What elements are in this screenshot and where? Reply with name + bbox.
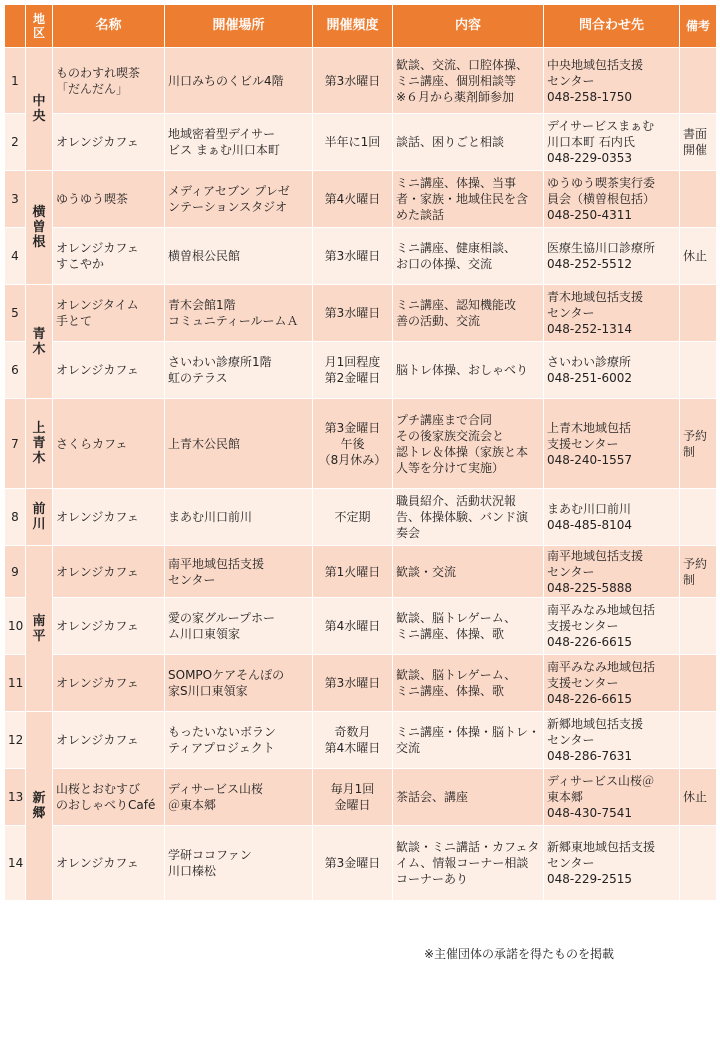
table-row <box>5 712 717 769</box>
cell-name <box>53 399 165 489</box>
cell-name <box>53 285 165 342</box>
cell-content <box>393 655 544 712</box>
table-row <box>5 114 717 171</box>
content-line: 奏会 <box>396 526 421 540</box>
cell-frequency <box>313 769 393 826</box>
cell-remarks <box>680 546 717 598</box>
content-line: ミニ講座、体操、当事 <box>396 176 517 190</box>
cell-frequency <box>313 399 393 489</box>
row-number: 6 <box>5 342 26 399</box>
frequency-line: 奇数月 <box>334 725 371 739</box>
contact-line: 上青木地域包括 <box>547 420 632 435</box>
row-number: 14 <box>5 826 26 901</box>
cell-remarks <box>680 712 717 769</box>
cell-contact <box>544 546 680 598</box>
table-row <box>5 48 717 114</box>
frequency-line: 第3金曜日 <box>324 420 381 435</box>
header-venue: 開催場所 <box>165 5 313 48</box>
venue-line: センター <box>168 572 216 587</box>
frequency-line: 第3水曜日 <box>324 249 381 263</box>
name-line: 手とて <box>56 314 93 328</box>
cell-frequency <box>313 598 393 655</box>
cell-contact <box>544 598 680 655</box>
cell-venue <box>165 489 313 546</box>
frequency-line: 第4水曜日 <box>324 619 381 633</box>
district-label: 南平 <box>32 613 46 644</box>
venue-line: まあむ川口前川 <box>168 510 253 524</box>
cell-remarks <box>680 399 717 489</box>
cell-content <box>393 546 544 598</box>
cell-venue <box>165 598 313 655</box>
content-line: ミニ講座、健康相談、 <box>396 241 517 255</box>
cell-name <box>53 48 165 114</box>
content-line: その後家族交流会と <box>396 428 505 443</box>
cell-frequency <box>313 712 393 769</box>
cell-remarks <box>680 114 717 171</box>
cell-frequency <box>313 171 393 228</box>
header-content: 内容 <box>393 5 544 48</box>
venue-line: ビス まぁむ川口本町 <box>168 143 280 157</box>
name-line: オレンジカフェ <box>56 135 139 149</box>
venue-line: 虹のテラス <box>168 371 228 385</box>
header-name: 名称 <box>53 5 165 48</box>
content-line: プチ講座まで合同 <box>396 412 493 427</box>
contact-line: 医療生協川口診療所 <box>547 241 656 255</box>
cell-contact <box>544 285 680 342</box>
cell-content <box>393 769 544 826</box>
contact-line: 048-286-7631 <box>547 749 633 763</box>
contact-line: 048-251-6002 <box>547 371 633 385</box>
name-line: 山桜とおむすび <box>56 782 141 796</box>
cell-name <box>53 598 165 655</box>
content-line: 歓談、交流、口腔体操、 <box>396 57 529 72</box>
content-line: 善の活動、交流 <box>396 314 481 328</box>
content-line: ミニ講座・体操・脳トレ・ <box>396 725 541 739</box>
contact-line: 048-240-1557 <box>547 452 633 467</box>
cell-venue <box>165 171 313 228</box>
cell-venue <box>165 712 313 769</box>
table-row <box>5 171 717 228</box>
row-number: 1 <box>5 48 26 114</box>
frequency-line: 第3金曜日 <box>324 856 381 870</box>
contact-line: 新郷地域包括支援 <box>547 717 644 731</box>
row-number: 7 <box>5 399 26 489</box>
header-row <box>5 5 717 48</box>
remarks-line: 予約 <box>683 428 708 443</box>
contact-line: まあむ川口前川 <box>547 502 632 516</box>
cell-contact <box>544 48 680 114</box>
cell-remarks <box>680 285 717 342</box>
table-row <box>5 285 717 342</box>
district-chuo <box>26 48 53 171</box>
cell-contact <box>544 171 680 228</box>
contact-line: 048-225-5888 <box>547 580 633 595</box>
contact-line: 048-252-5512 <box>547 257 633 271</box>
header-remarks: 備考 <box>680 5 717 48</box>
cell-frequency <box>313 114 393 171</box>
content-line: 歓談、脳トレゲーム、 <box>396 611 517 625</box>
remarks-line: 制 <box>683 444 696 459</box>
cell-content <box>393 114 544 171</box>
venue-line: ディサービス山桜 <box>168 782 264 796</box>
contact-line: 新郷東地域包括支援 <box>547 840 656 854</box>
venue-line: 南平地域包括支援 <box>168 556 265 571</box>
content-line: 者・家族・地域住民を含 <box>396 192 529 206</box>
remarks-line: 予約 <box>683 556 708 571</box>
cell-contact <box>544 399 680 489</box>
cell-frequency <box>313 655 393 712</box>
name-line: オレンジカフェ <box>56 676 139 690</box>
cell-name <box>53 712 165 769</box>
venue-line: 青木会館1階 <box>168 298 236 312</box>
row-number: 2 <box>5 114 26 171</box>
contact-line: センター <box>547 564 595 579</box>
header-no <box>5 5 26 48</box>
table-row <box>5 769 717 826</box>
frequency-line: 毎月1回 <box>330 782 375 796</box>
contact-line: センター <box>547 73 595 88</box>
district-kamiaoki <box>26 399 53 489</box>
venue-line: SOMPOケアそんぽの <box>168 668 285 682</box>
cell-frequency <box>313 546 393 598</box>
frequency-line: 第3水曜日 <box>324 306 381 320</box>
row-number: 3 <box>5 171 26 228</box>
name-line: すこやか <box>56 257 105 271</box>
cafe-table <box>4 4 717 901</box>
cell-remarks <box>680 769 717 826</box>
cell-remarks <box>680 598 717 655</box>
cell-content <box>393 489 544 546</box>
cell-content <box>393 399 544 489</box>
name-line: ゆうゆう喫茶 <box>56 192 129 206</box>
table-row <box>5 598 717 655</box>
contact-line: 048-430-7541 <box>547 806 633 820</box>
content-line: 人等を分けて実施） <box>396 460 505 475</box>
table-row <box>5 655 717 712</box>
cell-content <box>393 171 544 228</box>
row-number: 8 <box>5 489 26 546</box>
contact-line: ディサービス山桜＠ <box>547 774 655 788</box>
contact-line: 048-229-2515 <box>547 872 633 886</box>
cell-content <box>393 228 544 285</box>
name-line: オレンジカフェ <box>56 733 139 747</box>
cell-remarks <box>680 826 717 901</box>
table-row <box>5 489 717 546</box>
contact-line: 048-226-6615 <box>547 692 633 706</box>
contact-line: 048-485-8104 <box>547 518 633 532</box>
venue-line: 地域密着型デイサー <box>168 127 276 141</box>
contact-line: 支援センター <box>547 676 619 690</box>
frequency-line: 不定期 <box>334 510 371 524</box>
cell-content <box>393 826 544 901</box>
name-line: オレンジカフェ <box>56 510 139 524</box>
contact-line: 川口本町 石内氏 <box>547 135 635 149</box>
content-line: めた談話 <box>396 208 445 222</box>
cell-contact <box>544 655 680 712</box>
district-label: 前川 <box>32 502 46 532</box>
content-line: ミニ講座、体操、歌 <box>396 627 505 641</box>
cell-name <box>53 228 165 285</box>
district-yokosone <box>26 171 53 285</box>
cell-contact <box>544 769 680 826</box>
table-row <box>5 399 717 489</box>
table-row <box>5 546 717 598</box>
cell-remarks <box>680 171 717 228</box>
cell-venue <box>165 826 313 901</box>
frequency-line: 月1回程度 <box>324 355 381 369</box>
frequency-line: （8月休み） <box>318 452 387 467</box>
district-shingo <box>26 712 53 901</box>
contact-line: センター <box>547 733 595 747</box>
cell-venue <box>165 228 313 285</box>
cell-venue <box>165 546 313 598</box>
remarks-line: 休止 <box>683 790 708 804</box>
cell-name <box>53 114 165 171</box>
contact-line: 048-229-0353 <box>547 151 633 165</box>
contact-line: 中央地域包括支援 <box>547 57 644 72</box>
content-line: イム、情報コーナー相談 <box>396 856 529 870</box>
cell-frequency <box>313 342 393 399</box>
content-line: コーナーあり <box>396 872 469 886</box>
venue-line: 上青木公民館 <box>168 436 241 451</box>
contact-line: 048-258-1750 <box>547 89 633 104</box>
venue-line: メディアセブン プレゼ <box>168 184 290 198</box>
row-number: 11 <box>5 655 26 712</box>
cell-contact <box>544 114 680 171</box>
content-line: 歓談、脳トレゲーム、 <box>396 668 517 682</box>
contact-line: 支援センター <box>547 436 619 451</box>
content-line: 職員紹介、活動状況報 <box>396 494 517 508</box>
content-line: 茶話会、講座 <box>396 790 469 804</box>
contact-line: さいわい診療所 <box>547 355 632 369</box>
cell-frequency <box>313 228 393 285</box>
name-line: さくらカフェ <box>56 436 128 451</box>
row-number: 13 <box>5 769 26 826</box>
cell-venue <box>165 769 313 826</box>
name-line: オレンジカフェ <box>56 564 139 579</box>
cell-contact <box>544 489 680 546</box>
contact-line: デイサービスまぁむ <box>547 119 655 133</box>
cell-name <box>53 769 165 826</box>
footnote: ※主催団体の承諾を得たものを掲載 <box>424 947 615 961</box>
cell-contact <box>544 712 680 769</box>
name-line: 「だんだん」 <box>56 81 129 96</box>
table-row <box>5 228 717 285</box>
cell-content <box>393 48 544 114</box>
contact-line: 048-252-1314 <box>547 322 633 336</box>
cell-contact <box>544 826 680 901</box>
content-line: ※６月から薬剤師参加 <box>396 89 515 104</box>
frequency-line: 第2金曜日 <box>324 371 381 385</box>
venue-line: さいわい診療所1階 <box>168 355 272 369</box>
content-line: ミニ講座、体操、歌 <box>396 684 505 698</box>
venue-line: 横曽根公民館 <box>168 249 241 263</box>
contact-line: 支援センター <box>547 619 619 633</box>
venue-line: 家S川口東領家 <box>168 684 248 698</box>
venue-line: 川口榛松 <box>168 864 217 878</box>
frequency-line: 第3水曜日 <box>324 73 381 88</box>
venue-line: ティアプロジェクト <box>168 741 275 755</box>
frequency-line: 午後 <box>340 436 365 451</box>
district-aoki <box>26 285 53 399</box>
district-maekawa <box>26 489 53 546</box>
name-line: のおしゃべりCafé <box>56 798 156 812</box>
cell-name <box>53 489 165 546</box>
cell-frequency <box>313 285 393 342</box>
content-line: 歓談・ミニ講話・カフェタ <box>396 840 540 854</box>
frequency-line: 半年に1回 <box>324 135 381 149</box>
venue-line: ンテーションスタジオ <box>168 200 288 214</box>
cell-remarks <box>680 48 717 114</box>
frequency-line: 第3水曜日 <box>324 676 381 690</box>
remarks-line: 開催 <box>683 143 708 157</box>
cell-name <box>53 826 165 901</box>
cell-contact <box>544 342 680 399</box>
contact-line: センター <box>547 306 595 320</box>
cell-venue <box>165 285 313 342</box>
content-line: 談話、困りごと相談 <box>396 135 505 149</box>
content-line: 脳トレ体操、おしゃべり <box>396 363 529 377</box>
cell-remarks <box>680 228 717 285</box>
cell-content <box>393 598 544 655</box>
contact-line: 南平みなみ地域包括 <box>547 660 656 674</box>
contact-line: 青木地域包括支援 <box>547 290 644 304</box>
remarks-line: 制 <box>683 572 696 587</box>
cell-venue <box>165 342 313 399</box>
remarks-line: 休止 <box>683 249 708 263</box>
frequency-line: 第1火曜日 <box>324 564 381 579</box>
cell-remarks <box>680 342 717 399</box>
cell-frequency <box>313 48 393 114</box>
district-label: 横曽根 <box>32 205 46 250</box>
venue-line: ム川口東領家 <box>168 627 241 641</box>
cell-remarks <box>680 489 717 546</box>
district-label: 上青木 <box>32 421 46 466</box>
cell-frequency <box>313 489 393 546</box>
district-label: 青木 <box>32 326 46 357</box>
name-line: オレンジカフェ <box>56 363 139 377</box>
content-line: お口の体操、交流 <box>396 257 493 271</box>
district-label: 新郷 <box>32 791 46 821</box>
cell-name <box>53 546 165 598</box>
venue-line: もったいないボラン <box>168 725 277 739</box>
content-line: 歓談・交流 <box>396 564 457 579</box>
contact-line: 048-250-4311 <box>547 208 633 222</box>
cell-contact <box>544 228 680 285</box>
header-contact: 問合わせ先 <box>544 5 680 48</box>
cell-venue <box>165 655 313 712</box>
contact-line: ゆうゆう喫茶実行委 <box>547 176 656 190</box>
contact-line: 員会（横曽根包括） <box>547 192 656 206</box>
venue-line: 川口みちのくビル4階 <box>168 73 284 88</box>
name-line: ものわすれ喫茶 <box>56 65 141 80</box>
content-line: 認トレ＆体操（家族と本 <box>396 444 529 459</box>
name-line: オレンジカフェ <box>56 241 139 255</box>
cell-remarks <box>680 655 717 712</box>
row-number: 10 <box>5 598 26 655</box>
cell-name <box>53 342 165 399</box>
remarks-line: 書面 <box>683 127 708 141</box>
frequency-line: 第4木曜日 <box>324 741 381 755</box>
district-minamidaira <box>26 546 53 712</box>
content-line: 交流 <box>396 741 421 755</box>
venue-line: コミュニティールームＡ <box>168 314 299 328</box>
name-line: オレンジカフェ <box>56 619 139 633</box>
cell-name <box>53 171 165 228</box>
content-line: 告、体操体験、バンド演 <box>396 510 529 524</box>
frequency-line: 金曜日 <box>334 798 371 812</box>
content-line: ミニ講座、認知機能改 <box>396 298 517 312</box>
contact-line: 南平地域包括支援 <box>547 548 644 563</box>
cell-content <box>393 712 544 769</box>
venue-line: 学研ココファン <box>168 848 252 862</box>
row-number: 5 <box>5 285 26 342</box>
cell-venue <box>165 399 313 489</box>
header-frequency: 開催頻度 <box>313 5 393 48</box>
frequency-line: 第4火曜日 <box>324 192 381 206</box>
contact-line: 南平みなみ地域包括 <box>547 603 656 617</box>
contact-line: 048-226-6615 <box>547 635 633 649</box>
row-number: 4 <box>5 228 26 285</box>
row-number: 12 <box>5 712 26 769</box>
venue-line: ＠東本郷 <box>168 798 217 812</box>
cell-venue <box>165 114 313 171</box>
venue-line: 愛の家グループホー <box>168 611 276 625</box>
district-label: 中央 <box>32 94 46 124</box>
table-row <box>5 342 717 399</box>
table-row <box>5 826 717 901</box>
cell-content <box>393 285 544 342</box>
content-line: ミニ講座、個別相談等 <box>396 73 517 88</box>
name-line: オレンジカフェ <box>56 856 139 870</box>
contact-line: センター <box>547 856 595 870</box>
cell-name <box>53 655 165 712</box>
row-number: 9 <box>5 546 26 598</box>
cell-content <box>393 342 544 399</box>
header-district: 地区 <box>26 5 53 48</box>
cell-frequency <box>313 826 393 901</box>
contact-line: 東本郷 <box>547 790 584 804</box>
name-line: オレンジタイム <box>56 298 139 312</box>
cell-venue <box>165 48 313 114</box>
